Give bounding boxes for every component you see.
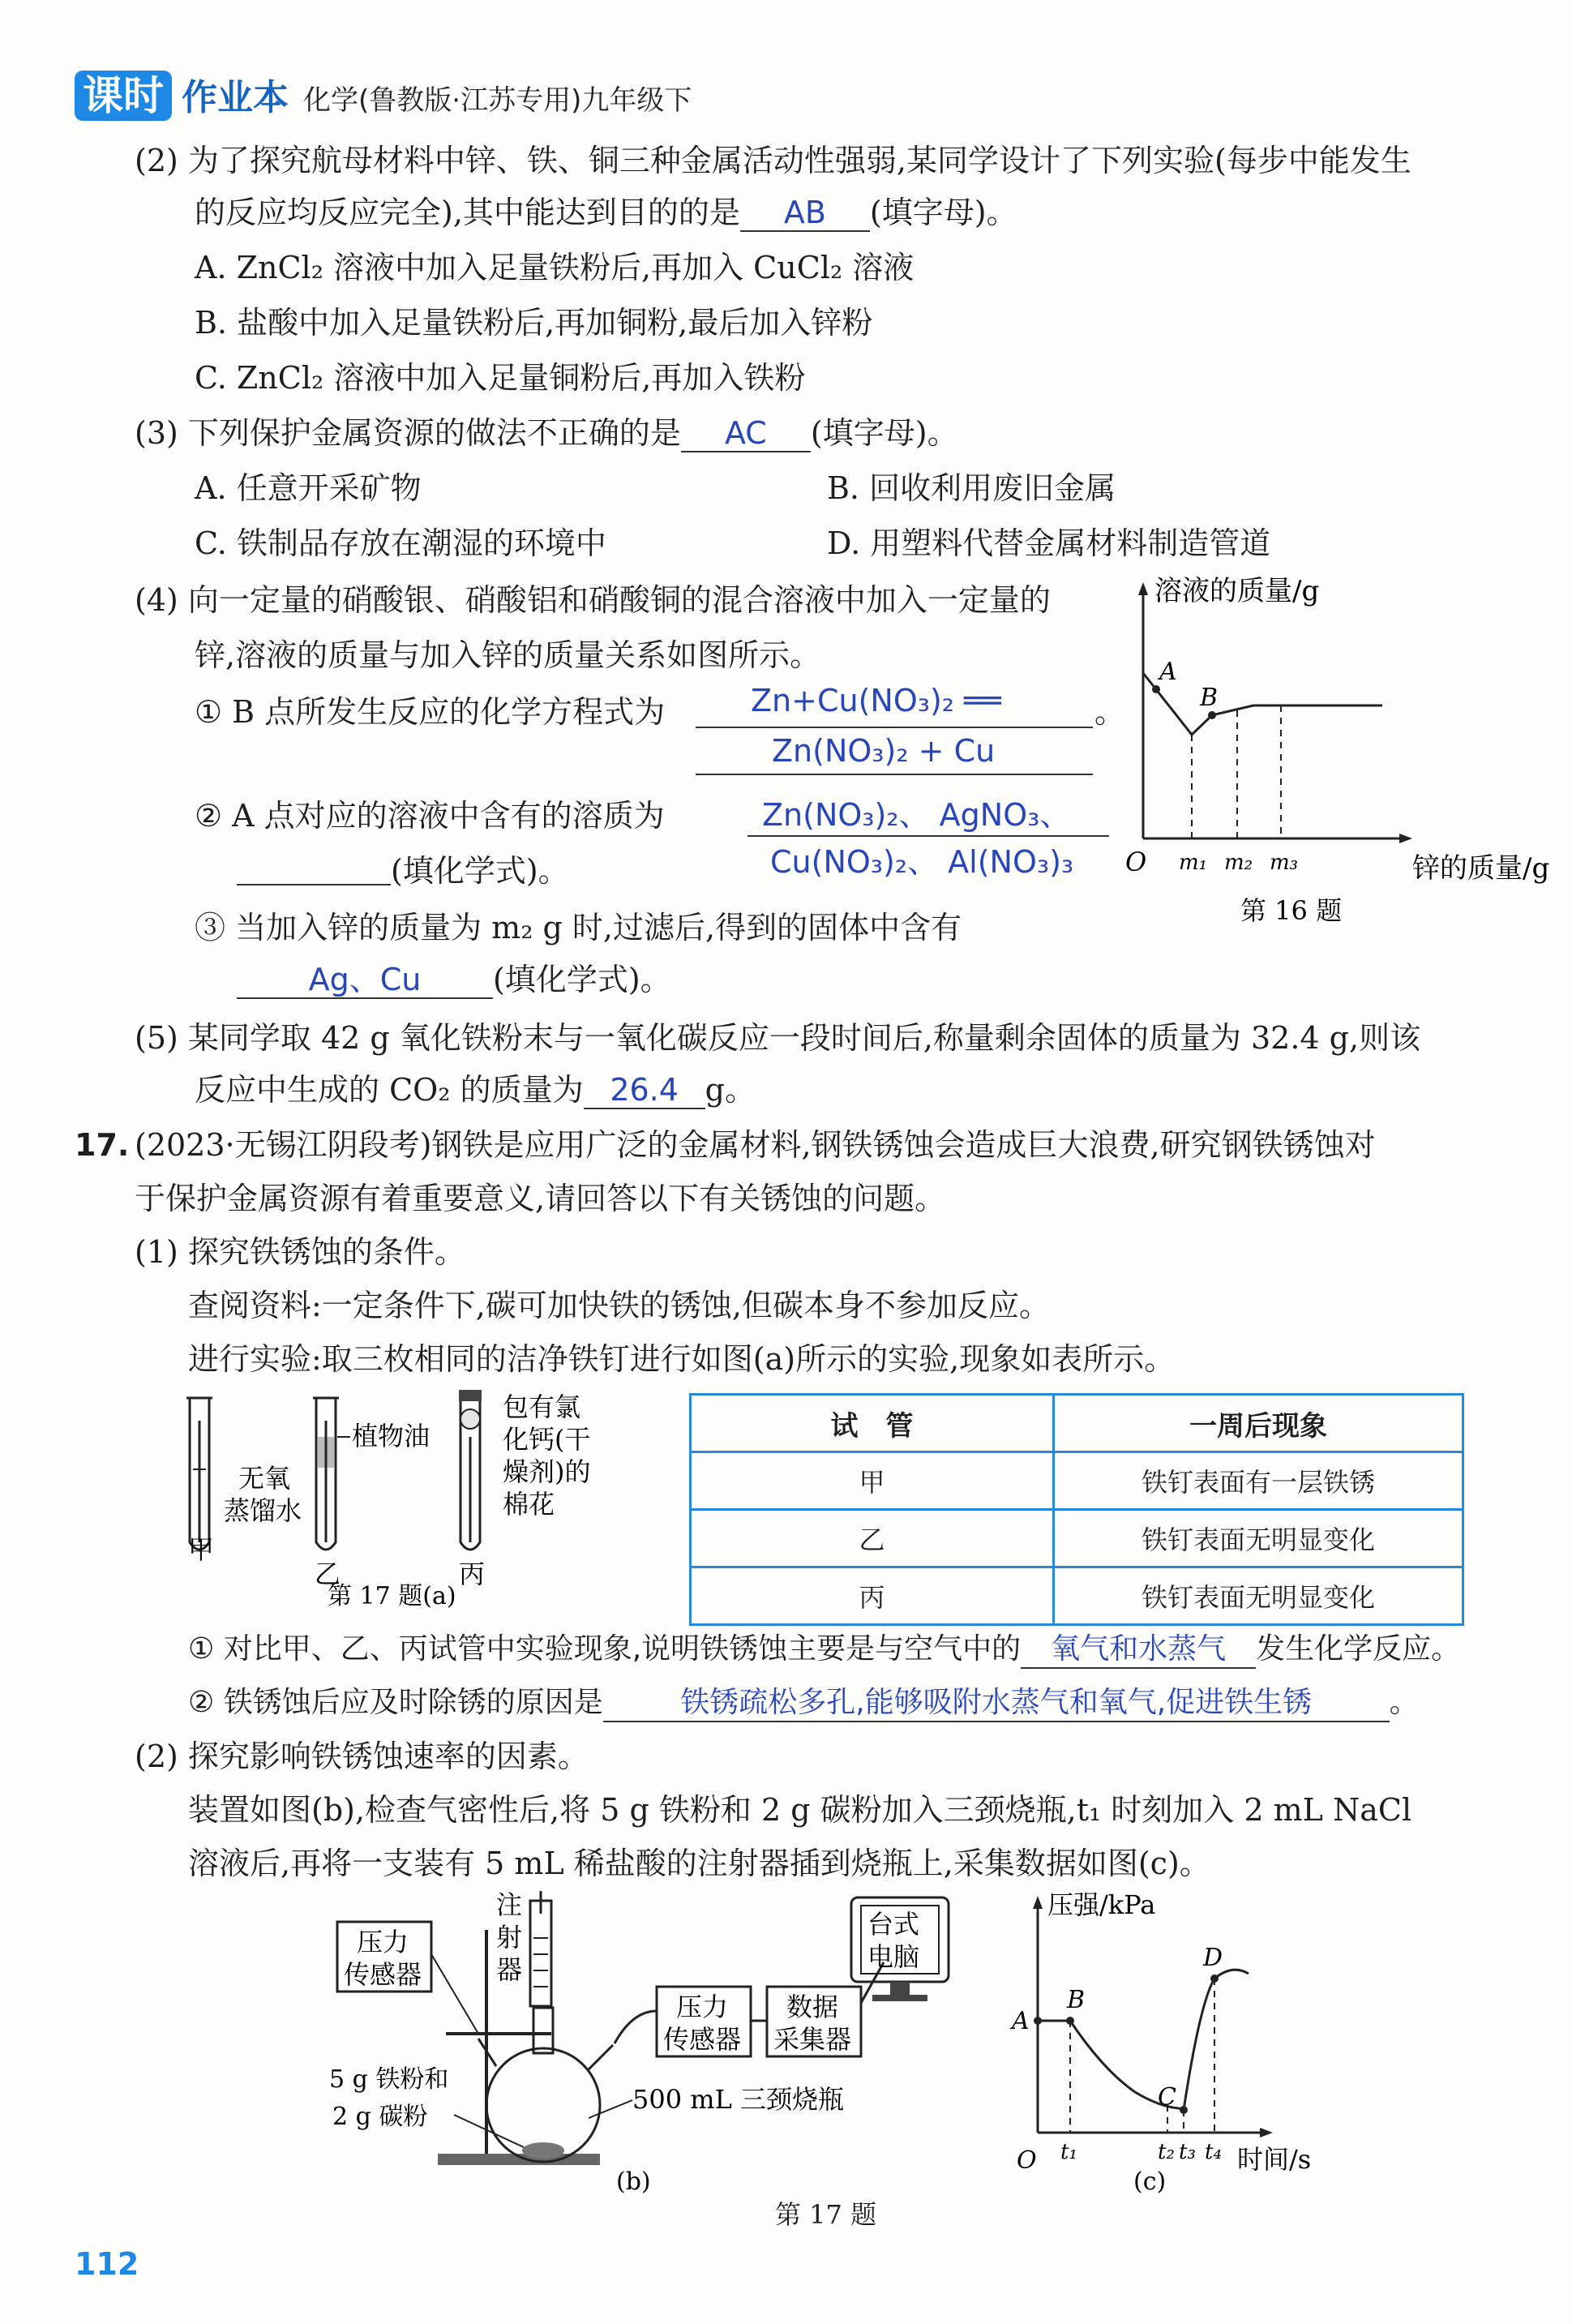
fig16-tick-m3: m₃ <box>1270 851 1299 875</box>
q16-p4-s2-underline2 <box>237 884 391 885</box>
table-header-tube: 试 管 <box>691 1395 1054 1452</box>
q17-p1-info: 查阅资料:一定条件下,碳可加快铁的锈蚀,但碳本身不参加反应。 <box>188 1288 1050 1323</box>
fig17a-tube3-label: 丙 <box>459 1559 486 1589</box>
fig16-tick-m2: m₂ <box>1224 851 1253 875</box>
fig17b-flask-label: 500 mL 三颈烧瓶 <box>632 2084 845 2115</box>
q16-p3-option-c: C. 铁制品存放在潮湿的环境中 <box>195 525 606 561</box>
q16-p4-s3-line <box>237 962 671 999</box>
fig17c-label-a: A <box>1012 2007 1030 2035</box>
fig17b-sensor1b: 传感器 <box>344 1959 422 1990</box>
fig17c-label-b: B <box>1067 1986 1086 2014</box>
iron-carbon-powder <box>522 2142 564 2159</box>
q16-p3-option-a: A. 任意开采矿物 <box>195 470 422 506</box>
q17-s2-post: 。 <box>1389 1686 1419 1719</box>
tube-to-sensor <box>615 2011 657 2043</box>
fig17a-tube2-label: 乙 <box>315 1559 341 1589</box>
q17-line1: (2023·无锡江阴段考)钢铁是应用广泛的金属材料,钢铁锈蚀会造成巨大浪费,研究钢铁锈蚀对 <box>135 1127 1376 1163</box>
q16-p5-line2 <box>195 1072 756 1109</box>
q16-p4-s1-underline <box>696 727 1093 728</box>
q17-number: 17. <box>75 1127 130 1163</box>
q16-p4-s1-underline2 <box>696 774 1093 775</box>
fig16-curve <box>1143 673 1382 735</box>
fig17a-cacl4: 棉花 <box>503 1489 555 1520</box>
table-cell: 铁钉表面无明显变化 <box>1053 1567 1463 1625</box>
fig16-label-a: A <box>1159 658 1177 686</box>
q16-p3-post: (填字母)。 <box>810 415 958 451</box>
pc-stand <box>872 1995 927 2001</box>
q16-p3-line <box>135 415 958 452</box>
figure-17c-chart <box>1005 1889 1330 2198</box>
fig17c-label-c: C <box>1158 2083 1176 2112</box>
q16-p4-s3-post: (填化学式)。 <box>493 962 671 997</box>
q17-s2-line <box>188 1685 1419 1722</box>
fig17c-ylabel: 压强/kPa <box>1047 1889 1156 1920</box>
fig16-xlabel: 锌的质量/g <box>1412 852 1550 885</box>
q16-p4-s2-answer1: Zn(NO₃)₂、 AgNO₃、 <box>762 797 1071 833</box>
q16-p2-line2 <box>195 195 1017 232</box>
logo-text: 作业本 <box>182 77 289 118</box>
fig17c-origin: O <box>1017 2146 1037 2175</box>
q16-p4-s1-answer2: Zn(NO₃)₂ + Cu <box>772 733 996 769</box>
fig16-ylabel: 溶液的质量/g <box>1154 575 1320 607</box>
fig17c-tick-t1: t₁ <box>1060 2140 1077 2164</box>
q16-p4-line1: (4) 向一定量的硝酸银、硝酸铝和硝酸铜的混合溶液中加入一定量的 <box>135 582 1051 618</box>
q17-line2: 于保护金属资源有着重要意义,请回答以下有关锈蚀的问题。 <box>135 1181 946 1216</box>
q17-p2-title: (2) 探究影响铁锈蚀速率的因素。 <box>135 1739 589 1774</box>
fig16-caption: 第 16 题 <box>1240 895 1343 926</box>
q17-s1-answer: 氧气和水蒸气 <box>1021 1632 1256 1669</box>
q16-p5-pre: 反应中生成的 CO₂ 的质量为 <box>195 1072 584 1108</box>
q16-p3-option-d: D. 用塑料代替金属材料制造管道 <box>827 525 1271 561</box>
q16-p2-line1: (2) 为了探究航母材料中锌、铁、铜三种金属活动性强弱,某同学设计了下列实验(每步中能发生 <box>135 143 1411 178</box>
fig17a-cacl3: 燥剂)的 <box>503 1456 591 1487</box>
q16-p3-option-b: B. 回收利用废旧金属 <box>827 470 1116 506</box>
fig17-caption: 第 17 题 <box>775 2199 877 2230</box>
q16-p2-option-a: A. ZnCl₂ 溶液中加入足量铁粉后,再加入 CuCl₂ 溶液 <box>195 250 915 285</box>
table-header-result: 一周后现象 <box>1053 1395 1463 1452</box>
q17-s2-answer: 铁锈疏松多孔,能够吸附水蒸气和氧气,促进铁生锈 <box>603 1685 1390 1722</box>
fig17a-caption: 第 17 题(a) <box>328 1582 456 1610</box>
figure-16-chart <box>1119 575 1550 933</box>
q16-p3-pre: (3) 下列保护金属资源的做法不正确的是 <box>135 415 681 451</box>
table-row <box>691 1567 1463 1625</box>
fig17b-pc1: 台式 <box>867 1909 920 1940</box>
result-table <box>689 1393 1464 1626</box>
q16-p3-answer: AC <box>681 415 811 452</box>
fig17c-point-a <box>1034 2017 1042 2025</box>
q17-s1-line <box>188 1632 1460 1669</box>
q16-p2-option-c: C. ZnCl₂ 溶液中加入足量铜粉后,再加入铁粉 <box>195 360 806 396</box>
fig17c-tick-t3: t₃ <box>1179 2140 1196 2164</box>
q16-p4-s1-pre: ① B 点所发生反应的化学方程式为 <box>195 694 666 730</box>
fig17c-y-arrow <box>1033 1896 1043 1909</box>
fig17c-label: (c) <box>1133 2167 1167 2196</box>
q16-p2-option-b: B. 盐酸中加入足量铁粉后,再加铜粉,最后加入锌粉 <box>195 305 873 341</box>
q16-p4-s3-answer: Ag、Cu <box>237 962 493 999</box>
fig17b-powder1: 5 g 铁粉和 <box>329 2065 449 2094</box>
table-header-row <box>691 1395 1463 1452</box>
q16-p4-line2: 锌,溶液的质量与加入锌的质量关系如图所示。 <box>195 637 821 673</box>
q16-p2-post: (填字母)。 <box>869 195 1017 230</box>
q17-p1-exp: 进行实验:取三枚相同的洁净铁钉进行如图(a)所示的实验,现象如表所示。 <box>188 1341 1176 1377</box>
figure-17b-apparatus <box>316 1889 965 2198</box>
fig17a-water1: 无氧 <box>238 1463 291 1494</box>
fig17c-label-d: D <box>1203 1944 1223 1972</box>
table-cell: 丙 <box>691 1567 1054 1625</box>
fig17a-cacl2: 化钙(干 <box>503 1424 591 1455</box>
table-row <box>691 1452 1463 1510</box>
q16-p4-s2-pre: ② A 点对应的溶液中含有的溶质为 <box>195 798 665 834</box>
q16-p5-answer: 26.4 <box>584 1072 705 1109</box>
q16-p4-s1-post: 。 <box>1094 694 1126 730</box>
fig17a-cacl1: 包有氯 <box>503 1391 581 1422</box>
tube-3-stopper <box>459 1390 482 1401</box>
fig17b-syringe1: 注 <box>496 1889 523 1920</box>
fig17a-oil: 植物油 <box>352 1421 430 1451</box>
fig17b-syringe2: 射 <box>496 1922 523 1953</box>
q16-p4-s1-answer1: Zn+Cu(NO₃)₂ ══ <box>751 683 1001 718</box>
q16-p2-pre: 的反应均反应完全),其中能达到目的的是 <box>195 195 740 230</box>
book-subtitle: 化学(鲁教版·江苏专用)九年级下 <box>303 84 692 117</box>
fig16-point-b <box>1208 711 1216 719</box>
logo-box: 课时 <box>75 71 172 121</box>
table-row <box>691 1510 1463 1567</box>
fig16-x-arrow <box>1399 834 1412 843</box>
fig16-origin: O <box>1125 847 1147 877</box>
fig17a-tube1-label: 甲 <box>188 1534 215 1565</box>
q17-p2-line1: 装置如图(b),检查气密性后,将 5 g 铁粉和 2 g 碳粉加入三颈烧瓶,t₁ 时刻加入 2 mL NaCl <box>188 1792 1412 1828</box>
figure-17a-tubes <box>178 1388 632 1610</box>
fig17b-pc2: 电脑 <box>867 1941 920 1972</box>
fig17b-powder2: 2 g 碳粉 <box>332 2103 428 2131</box>
q16-p2-answer: AB <box>740 195 870 232</box>
table-cell: 乙 <box>691 1510 1054 1567</box>
fig16-tick-m1: m₁ <box>1179 851 1208 875</box>
q17-s2-pre: ② 铁锈蚀后应及时除锈的原因是 <box>188 1686 603 1719</box>
fig17b-collector1: 数据 <box>786 1992 839 2022</box>
fig17c-tick-t2: t₂ <box>1158 2140 1175 2164</box>
q16-p4-s3-pre: ③ 当加入锌的质量为 m₂ g 时,过滤后,得到的固体中含有 <box>195 910 962 945</box>
fig17b-sensor2a: 压力 <box>676 1992 729 2022</box>
fig17c-xlabel: 时间/s <box>1237 2144 1312 2175</box>
cotton-ball <box>460 1409 480 1429</box>
table-cell: 铁钉表面无明显变化 <box>1053 1510 1463 1567</box>
fig17b-syringe3: 器 <box>496 1954 523 1985</box>
page-number: 112 <box>75 2246 139 2282</box>
q16-p4-s2-answer2: Cu(NO₃)₂、 Al(NO₃)₃ <box>770 844 1074 880</box>
q16-p5-post: g。 <box>705 1072 756 1108</box>
fig17b-sensor1a: 压力 <box>357 1927 409 1957</box>
fig17b-label: (b) <box>616 2167 651 2196</box>
fig16-label-b: B <box>1200 684 1219 712</box>
fig17b-collector2: 采集器 <box>773 2024 852 2055</box>
fig16-point-a <box>1152 685 1160 693</box>
q17-p1-title: (1) 探究铁锈蚀的条件。 <box>135 1234 465 1270</box>
table-cell: 甲 <box>691 1452 1054 1510</box>
table-cell: 铁钉表面有一层铁锈 <box>1053 1452 1463 1510</box>
fig17c-x-arrow <box>1260 2128 1273 2137</box>
q17-p2-line2: 溶液后,再将一支装有 5 mL 稀盐酸的注射器插到烧瓶上,采集数据如图(c)。 <box>188 1846 1210 1881</box>
fig17c-tick-t4: t₄ <box>1205 2140 1222 2164</box>
q17-s1-pre: ① 对比甲、乙、丙试管中实验现象,说明铁锈蚀主要是与空气中的 <box>188 1632 1022 1666</box>
q16-p5-line1: (5) 某同学取 42 g 氧化铁粉末与一氧化碳反应一段时间后,称量剩余固体的质量为 32.4 g,则该 <box>135 1020 1421 1056</box>
fig16-y-arrow <box>1138 582 1148 595</box>
q17-s1-post: 发生化学反应。 <box>1256 1632 1461 1666</box>
header <box>75 68 692 122</box>
q16-p4-s2-post: (填化学式)。 <box>391 853 569 889</box>
fig17a-water2: 蒸馏水 <box>224 1495 302 1526</box>
fig17b-sensor2b: 传感器 <box>663 2024 742 2055</box>
